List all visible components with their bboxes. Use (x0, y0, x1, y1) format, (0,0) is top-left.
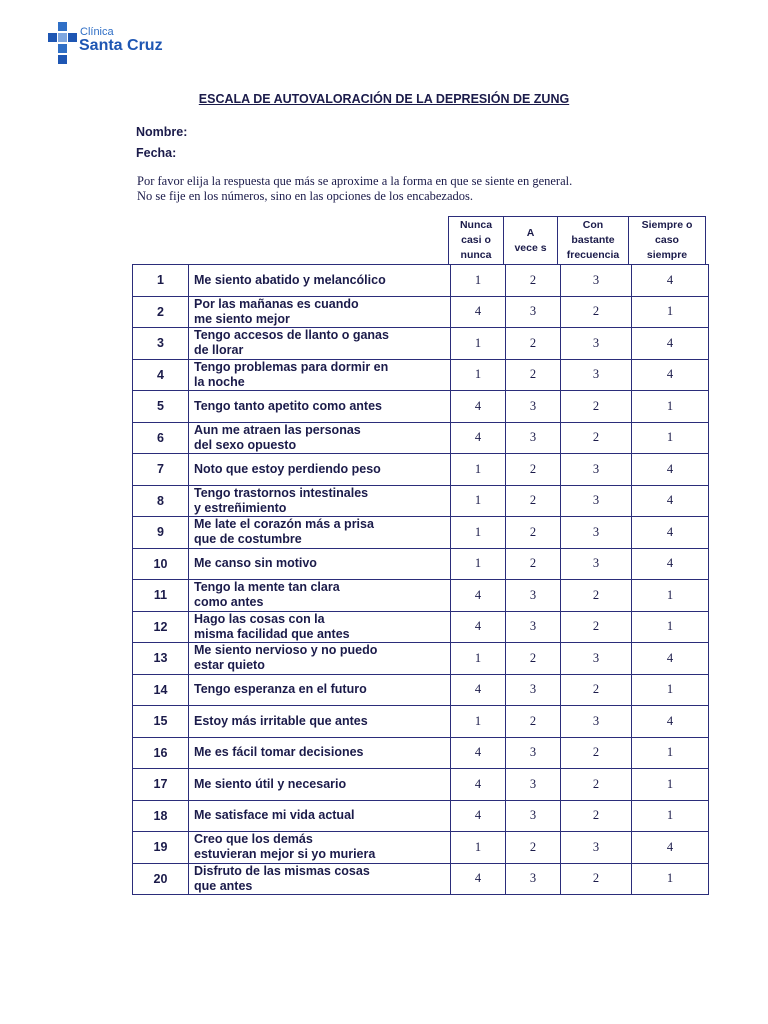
table-row (133, 863, 709, 895)
score-cell[interactable]: 1 (451, 454, 506, 486)
header-sometimes: A vece s (504, 217, 558, 265)
table-row (133, 548, 709, 580)
score-cell[interactable]: 3 (506, 611, 561, 643)
score-cell[interactable]: 4 (451, 800, 506, 832)
question-text: Hago las cosas con la misma facilidad que antes (189, 611, 451, 643)
score-cell[interactable]: 1 (451, 328, 506, 360)
score-cell[interactable]: 1 (632, 674, 709, 706)
table-row (133, 265, 709, 297)
score-cell[interactable]: 1 (632, 863, 709, 895)
score-cell[interactable]: 1 (632, 737, 709, 769)
header-never: Nunca casi o nunca (449, 217, 504, 265)
score-cell[interactable]: 2 (561, 391, 632, 423)
table-row (133, 832, 709, 864)
question-number: 9 (133, 517, 189, 549)
score-cell[interactable]: 2 (506, 328, 561, 360)
question-number: 2 (133, 296, 189, 328)
score-cell[interactable]: 3 (561, 548, 632, 580)
instruction-line: No se fije en los números, sino en las opciones de los encabezados. (137, 189, 474, 203)
question-text: Tengo esperanza en el futuro (189, 674, 451, 706)
table-row (133, 706, 709, 738)
question-number: 10 (133, 548, 189, 580)
question-text: Tengo problemas para dormir en la noche (189, 359, 451, 391)
score-cell[interactable]: 3 (506, 737, 561, 769)
question-number: 1 (133, 265, 189, 297)
score-cell[interactable]: 1 (451, 517, 506, 549)
score-cell[interactable]: 2 (561, 769, 632, 801)
question-number: 6 (133, 422, 189, 454)
score-cell[interactable]: 3 (506, 391, 561, 423)
question-number: 15 (133, 706, 189, 738)
score-cell[interactable]: 2 (561, 580, 632, 612)
score-cell[interactable]: 1 (632, 580, 709, 612)
question-text: Disfruto de las mismas cosas que antes (189, 863, 451, 895)
table-row (133, 643, 709, 675)
score-cell[interactable]: 4 (451, 769, 506, 801)
question-text: Me siento nervioso y no puedo estar quieto (189, 643, 451, 675)
question-number: 3 (133, 328, 189, 360)
header-often: Con bastante frecuencia (558, 217, 629, 265)
score-cell[interactable]: 3 (561, 485, 632, 517)
score-cell[interactable]: 2 (561, 422, 632, 454)
medical-cross-icon (48, 22, 78, 66)
question-number: 12 (133, 611, 189, 643)
table-row (133, 517, 709, 549)
question-number: 17 (133, 769, 189, 801)
question-number: 5 (133, 391, 189, 423)
score-cell[interactable]: 3 (561, 832, 632, 864)
score-cell[interactable]: 2 (506, 548, 561, 580)
score-cell[interactable]: 4 (451, 737, 506, 769)
question-text: Me canso sin motivo (189, 548, 451, 580)
score-cell[interactable]: 1 (451, 832, 506, 864)
table-row (133, 296, 709, 328)
instructions (137, 174, 697, 204)
question-text: Me es fácil tomar decisiones (189, 737, 451, 769)
score-cell[interactable]: 3 (506, 769, 561, 801)
score-cell[interactable]: 3 (506, 296, 561, 328)
score-cell[interactable]: 1 (451, 265, 506, 297)
question-text: Por las mañanas es cuando me siento mejor (189, 296, 451, 328)
score-cell[interactable]: 4 (632, 359, 709, 391)
question-text: Tengo la mente tan clara como antes (189, 580, 451, 612)
table-row (133, 422, 709, 454)
question-number: 20 (133, 863, 189, 895)
score-cell[interactable]: 1 (451, 548, 506, 580)
score-cell[interactable]: 4 (632, 706, 709, 738)
score-cell[interactable]: 4 (451, 580, 506, 612)
document-title: ESCALA DE AUTOVALORACIÓN DE LA DEPRESIÓN DE ZUNG (198, 92, 570, 106)
score-cell[interactable]: 3 (506, 580, 561, 612)
score-cell[interactable]: 4 (451, 863, 506, 895)
table-row (133, 737, 709, 769)
score-cell[interactable]: 1 (632, 391, 709, 423)
score-cell[interactable]: 1 (451, 485, 506, 517)
question-text: Tengo accesos de llanto o ganas de llorar (189, 328, 451, 360)
score-cell[interactable]: 4 (632, 548, 709, 580)
score-cell[interactable]: 4 (632, 517, 709, 549)
table-row (133, 611, 709, 643)
score-cell[interactable]: 2 (506, 454, 561, 486)
score-cell[interactable]: 2 (506, 643, 561, 675)
score-cell[interactable]: 2 (506, 265, 561, 297)
score-cell[interactable]: 2 (561, 800, 632, 832)
score-cell[interactable]: 2 (506, 485, 561, 517)
table-row (133, 485, 709, 517)
question-text: Tengo tanto apetito como antes (189, 391, 451, 423)
score-cell[interactable]: 1 (451, 706, 506, 738)
table-row (133, 800, 709, 832)
question-number: 19 (133, 832, 189, 864)
table-row (133, 674, 709, 706)
score-cell[interactable]: 3 (506, 863, 561, 895)
table-row (133, 391, 709, 423)
logo-small-text: Clínica (80, 26, 114, 38)
score-cell[interactable]: 2 (506, 517, 561, 549)
instruction-line: Por favor elija la respuesta que más se aproxime a la forma en que se siente en general. (137, 174, 573, 188)
question-number: 16 (133, 737, 189, 769)
question-text: Aun me atraen las personas del sexo opuesto (189, 422, 451, 454)
score-cell[interactable]: 4 (451, 296, 506, 328)
score-cell[interactable]: 4 (632, 485, 709, 517)
table-row (133, 359, 709, 391)
question-number: 13 (133, 643, 189, 675)
table-row (133, 769, 709, 801)
question-text: Me satisface mi vida actual (189, 800, 451, 832)
date-label: Fecha: (136, 146, 177, 160)
question-text: Creo que los demás estuvieran mejor si yo muriera (189, 832, 451, 864)
table-row (133, 580, 709, 612)
score-cell[interactable]: 3 (561, 643, 632, 675)
score-cell[interactable]: 3 (561, 706, 632, 738)
question-table (132, 264, 709, 895)
score-cell[interactable]: 2 (561, 863, 632, 895)
score-cell[interactable]: 2 (506, 706, 561, 738)
score-cell[interactable]: 4 (451, 391, 506, 423)
score-cell[interactable]: 1 (632, 800, 709, 832)
score-cell[interactable]: 4 (451, 674, 506, 706)
question-number: 11 (133, 580, 189, 612)
score-cell[interactable]: 1 (632, 422, 709, 454)
score-cell[interactable]: 1 (632, 296, 709, 328)
score-cell[interactable]: 2 (561, 737, 632, 769)
question-number: 7 (133, 454, 189, 486)
question-text: Me late el corazón más a prisa que de costumbre (189, 517, 451, 549)
score-cell[interactable]: 4 (632, 265, 709, 297)
score-cell[interactable]: 2 (561, 674, 632, 706)
score-cell[interactable]: 4 (632, 832, 709, 864)
answer-header (448, 216, 706, 265)
question-text: Me siento abatido y melancólico (189, 265, 451, 297)
question-text: Estoy más irritable que antes (189, 706, 451, 738)
score-cell[interactable]: 3 (561, 265, 632, 297)
score-cell[interactable]: 4 (632, 643, 709, 675)
score-cell[interactable]: 3 (506, 674, 561, 706)
question-number: 4 (133, 359, 189, 391)
table-row (133, 454, 709, 486)
question-number: 14 (133, 674, 189, 706)
score-cell[interactable]: 2 (506, 359, 561, 391)
score-cell[interactable]: 3 (561, 328, 632, 360)
score-cell[interactable]: 2 (561, 611, 632, 643)
score-cell[interactable]: 1 (451, 359, 506, 391)
score-cell[interactable]: 3 (561, 517, 632, 549)
score-cell[interactable]: 1 (451, 643, 506, 675)
score-cell[interactable]: 1 (632, 769, 709, 801)
score-cell[interactable]: 4 (451, 611, 506, 643)
question-text: Me siento útil y necesario (189, 769, 451, 801)
question-number: 8 (133, 485, 189, 517)
score-cell[interactable]: 4 (632, 454, 709, 486)
score-cell[interactable]: 3 (506, 800, 561, 832)
score-cell[interactable]: 1 (632, 611, 709, 643)
score-cell[interactable]: 4 (451, 422, 506, 454)
name-label: Nombre: (136, 125, 188, 139)
table-row (133, 328, 709, 360)
question-text: Tengo trastornos intestinales y estreñimiento (189, 485, 451, 517)
score-cell[interactable]: 2 (506, 832, 561, 864)
logo-name: Santa Cruz (79, 37, 163, 54)
header-always: Siempre o caso siempre (629, 217, 706, 265)
score-cell[interactable]: 3 (561, 359, 632, 391)
score-cell[interactable]: 2 (561, 296, 632, 328)
score-cell[interactable]: 4 (632, 328, 709, 360)
question-number: 18 (133, 800, 189, 832)
score-cell[interactable]: 3 (561, 454, 632, 486)
question-text: Noto que estoy perdiendo peso (189, 454, 451, 486)
score-cell[interactable]: 3 (506, 422, 561, 454)
